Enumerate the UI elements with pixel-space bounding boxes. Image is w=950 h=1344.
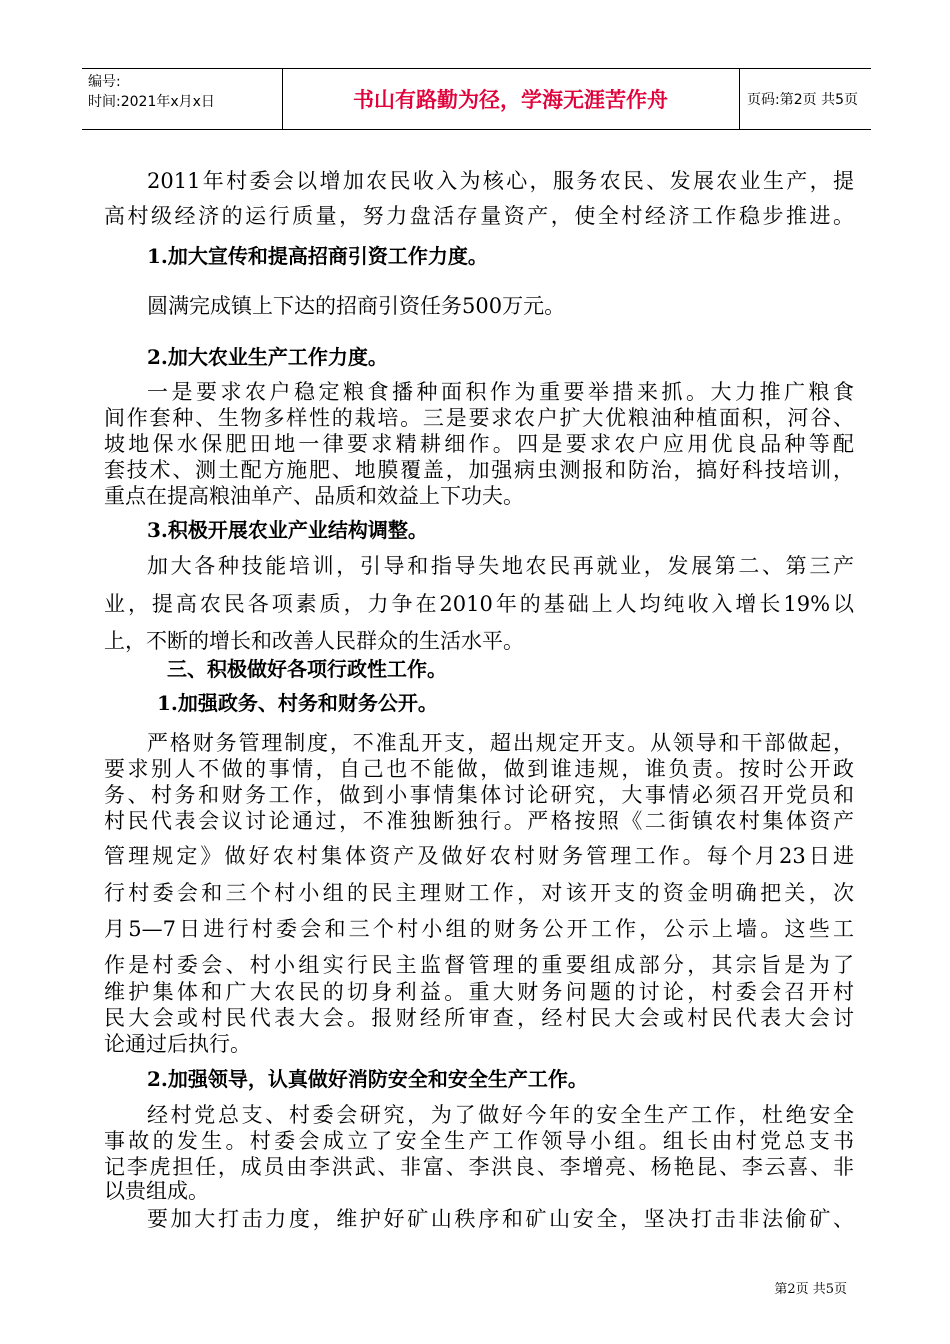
paragraph-line: 维护集体和广大农民的切身利益。重大财务问题的讨论，村委会召开村 (104, 980, 854, 1004)
paragraph-line: 管理规定》做好农村集体资产及做好农村财务管理工作。每个月23日进 (104, 844, 854, 868)
paragraph-line: 套技术、测土配方施肥、地膜覆盖，加强病虫测报和防治，搞好科技培训， (104, 458, 854, 482)
paragraph-line: 重点在提高粮油单产、品质和效益上下功夫。 (104, 484, 524, 508)
paragraph-line: 间作套种、生物多样性的栽培。三是要求农户扩大优粮油种植面积，河谷、 (104, 406, 854, 430)
paragraph-line: 业，提高农民各项素质，力争在2010年的基础上人均纯收入增长19%以 (104, 592, 854, 616)
header-slogan: 书山有路勤为径，学海无涯苦作舟 (353, 88, 668, 112)
paragraph-line: 坡地保水保肥田地一律要求精耕细作。四是要求农户应用优良品种等配 (104, 432, 854, 456)
section-heading: 1.加强政务、村务和财务公开。 (157, 691, 438, 715)
paragraph-line: 2011年村委会以增加农民收入为核心，服务农民、发展农业生产，提 (147, 169, 854, 193)
paragraph-line: 行村委会和三个村小组的民主理财工作，对该开支的资金明确把关，次 (104, 881, 854, 905)
section-heading: 三、积极做好各项行政性工作。 (167, 657, 447, 681)
section-heading: 2.加大农业生产工作力度。 (147, 345, 388, 369)
document-date-label: 时间:2021年x月x日 (88, 94, 215, 110)
paragraph-line: 论通过后执行。 (104, 1032, 251, 1056)
paragraph-line: 以贵组成。 (104, 1179, 209, 1203)
paragraph-line: 上，不断的增长和改善人民群众的生活水平。 (104, 629, 524, 653)
section-heading: 2.加强领导，认真做好消防安全和安全生产工作。 (147, 1067, 588, 1091)
paragraph-line: 加大各种技能培训，引导和指导失地农民再就业，发展第二、第三产 (147, 554, 854, 578)
paragraph-line: 一是要求农户稳定粮食播种面积作为重要举措来抓。大力推广粮食 (147, 380, 854, 404)
paragraph-line: 民大会或村民代表大会。报财经所审查，经村民大会或村民代表大会讨 (104, 1006, 854, 1030)
section-heading: 3.积极开展农业产业结构调整。 (147, 518, 428, 542)
paragraph-line: 务、村务和财务工作，做到小事情集体讨论研究，大事情必须召开党员和 (104, 783, 854, 807)
header-meta (82, 69, 282, 129)
paragraph-line: 月5—7日进行村委会和三个村小组的财务公开工作，公示上墙。这些工 (104, 917, 854, 941)
paragraph-line: 圆满完成镇上下达的招商引资任务500万元。 (147, 294, 566, 318)
paragraph-line: 要加大打击力度，维护好矿山秩序和矿山安全，坚决打击非法偷矿、 (147, 1207, 854, 1231)
paragraph-line: 村民代表会议讨论通过，不准独断独行。严格按照《二街镇农村集体资产 (104, 809, 854, 833)
paragraph-line: 作是村委会、村小组实行民主监督管理的重要组成部分，其宗旨是为了 (104, 953, 854, 977)
page-header (82, 68, 871, 130)
paragraph-line: 事故的发生。村委会成立了安全生产工作领导小组。组长由村党总支书 (104, 1129, 854, 1153)
header-page-info: 页码:第2页 共5页 (747, 92, 858, 108)
paragraph-line: 严格财务管理制度，不准乱开支，超出规定开支。从领导和干部做起， (147, 731, 854, 755)
document-number-label: 编号: (88, 74, 121, 90)
page-footer: 第2页 共5页 (774, 1282, 847, 1297)
section-heading: 1.加大宣传和提高招商引资工作力度。 (147, 244, 488, 268)
paragraph-line: 经村党总支、村委会研究，为了做好今年的安全生产工作，杜绝安全 (147, 1103, 854, 1127)
paragraph-line: 要求别人不做的事情，自己也不能做，做到谁违规，谁负责。按时公开政 (104, 757, 854, 781)
paragraph-line: 记李虎担任，成员由李洪武、非富、李洪良、李增亮、杨艳昆、李云喜、非 (104, 1155, 854, 1179)
paragraph-line: 高村级经济的运行质量，努力盘活存量资产，使全村经济工作稳步推进。 (104, 204, 854, 228)
